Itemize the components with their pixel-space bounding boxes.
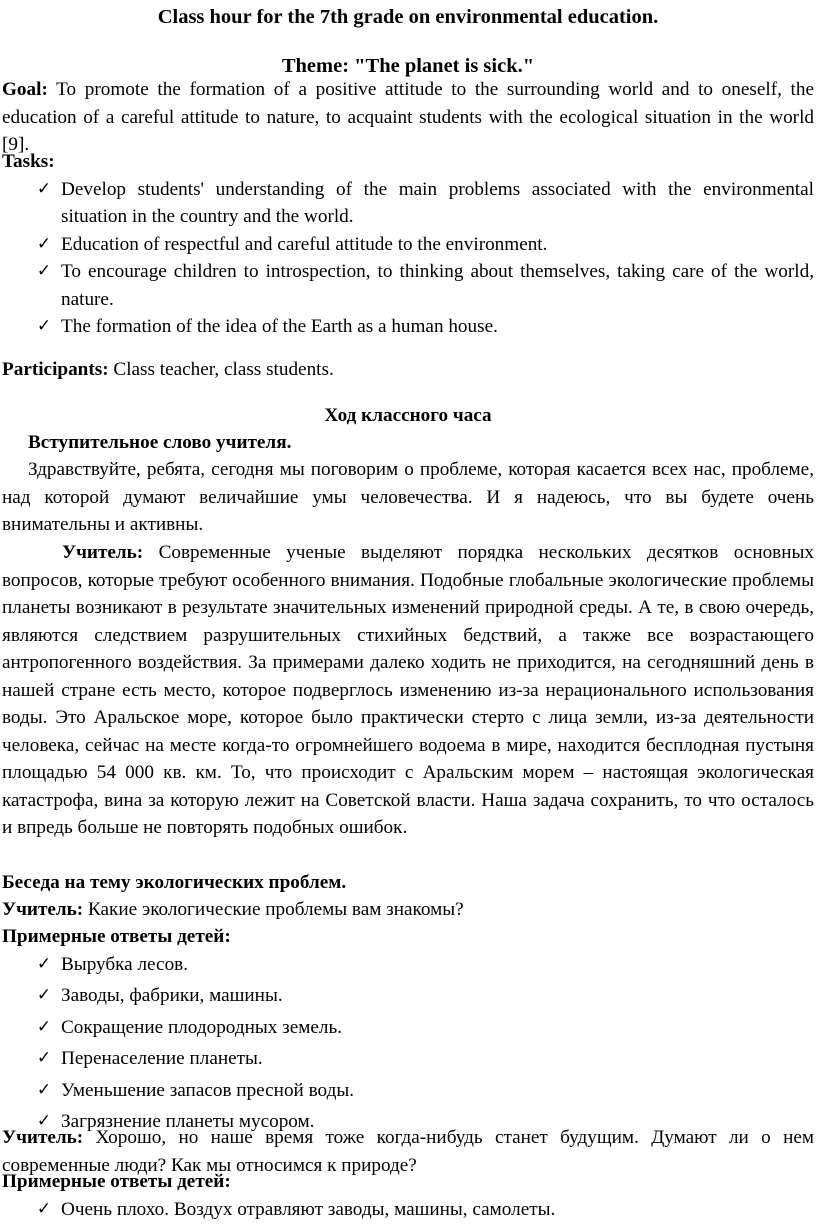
- intro-paragraph: [2, 456, 814, 539]
- checkmark-icon: ✓: [36, 316, 52, 336]
- question-2-text: Хорошо, но наше время тоже когда-нибудь станет будущим. Думают ли о нем современные люди? Как мы относимся к природе?: [2, 1127, 814, 1176]
- list-item: [2, 176, 814, 231]
- checkmark-icon: ✓: [36, 1016, 52, 1037]
- answer-text: Загрязнение планеты мусором.: [61, 1111, 315, 1132]
- answer-text: Перенаселение планеты.: [61, 1048, 263, 1069]
- question-1-label: Учитель:: [2, 899, 84, 920]
- tasks-label: Tasks:: [2, 151, 55, 172]
- discussion-heading: [2, 869, 814, 897]
- list-item: [2, 313, 814, 341]
- answer-text: Сокращение плодородных земель.: [61, 1016, 343, 1038]
- question-1-text: Какие экологические проблемы вам знакомы?: [83, 899, 464, 920]
- tasks-list: [2, 176, 814, 341]
- teacher-label: Учитель:: [62, 542, 144, 563]
- task-text: Education of respectful and careful attitude to the environment.: [61, 233, 548, 255]
- checkmark-icon: ✓: [36, 178, 52, 199]
- question-1: [2, 896, 814, 924]
- checkmark-icon: ✓: [36, 1048, 52, 1068]
- task-text: To encourage children to introspection, to thinking about themselves, taking care of the world, nature.: [61, 261, 814, 310]
- checkmark-icon: ✓: [36, 985, 52, 1005]
- checkmark-icon: ✓: [36, 1111, 52, 1131]
- answers-2-label: Примерные ответы детей:: [2, 1171, 231, 1192]
- checkmark-icon: ✓: [36, 953, 52, 974]
- list-item: [2, 982, 814, 1010]
- answers-2-section: [2, 1168, 814, 1227]
- list-item: [2, 1014, 814, 1042]
- list-item: [2, 258, 814, 313]
- answers-1-label: Примерные ответы детей:: [2, 926, 231, 947]
- answer-text: Очень плохо. Воздух отравляют заводы, машины, самолеты.: [61, 1198, 556, 1220]
- teacher-text: Современные ученые выделяют порядка нескольких десятков основных вопросов, которые требуют особенного внимания. Подобные глобальные экологические проблемы планеты возникают в результате значительных изменений природной среды. А те, в свою очередь, являются следствием разрушительных стихийных бедствий, а также все возрастающего антропогенного воздействия. За примерами далеко ходить не приходится, на сегодняшний день в нашей стране есть место, которое подверглось изменению из-за нерационального использования воды. Это Аральское море, которое было практически стерто с лица земли, из-за деятельности человека, сейчас на месте когда-то огромнейшего водоема в мире, находится бесплодная пустыня площадью 54 000 кв. км. То, что происходит с Аральским морем – настоящая экологическая катастрофа, вина за которую лежит на Советской власти. Наша задача сохранить, то что осталось и впредь больше не повторять подобных ошибок.: [2, 542, 814, 838]
- list-item: [2, 1045, 814, 1073]
- teacher-paragraph: [2, 539, 814, 842]
- goal-paragraph: [2, 76, 814, 159]
- participants-text: Class teacher, class students.: [108, 359, 334, 380]
- participants-paragraph: [2, 356, 814, 384]
- goal-label: Goal:: [2, 79, 48, 100]
- tasks-section: [2, 148, 814, 341]
- answer-text: Заводы, фабрики, машины.: [61, 985, 283, 1006]
- discussion-heading-text: Беседа на тему экологических проблем.: [2, 872, 347, 893]
- intro-heading: [28, 429, 814, 457]
- checkmark-icon: ✓: [36, 1198, 52, 1219]
- list-item: [2, 1077, 814, 1105]
- participants-label: Participants:: [2, 359, 109, 380]
- task-text: Develop students' understanding of the main problems associated with the environmental situation in the country and the world.: [61, 178, 814, 227]
- intro-heading-text: Вступительное слово учителя.: [28, 432, 292, 453]
- question-2-label: Учитель:: [2, 1127, 84, 1148]
- list-item: [2, 1196, 814, 1224]
- document-title: [2, 4, 814, 32]
- checkmark-icon: ✓: [36, 233, 52, 254]
- list-item: [2, 951, 814, 979]
- checkmark-icon: ✓: [36, 261, 52, 281]
- goal-text: To promote the formation of a positive attitude to the surrounding world and to oneself, the education of a careful attitude to nature, to acquaint students with the ecological situation in the world [9].: [2, 79, 814, 155]
- checkmark-icon: ✓: [36, 1079, 52, 1100]
- theme-text: Theme: "The planet is sick.": [281, 55, 535, 77]
- answers-2-list: [2, 1196, 814, 1224]
- answer-text: Вырубка лесов.: [61, 953, 189, 975]
- answers-1-section: [2, 923, 814, 1140]
- answer-text: Уменьшение запасов пресной воды.: [61, 1079, 355, 1101]
- task-text: The formation of the idea of the Earth as a human house.: [61, 316, 498, 337]
- lesson-heading: [2, 402, 814, 430]
- title-text: Class hour for the 7th grade on environmental education.: [157, 6, 659, 28]
- intro-text: Здравствуйте, ребята, сегодня мы поговорим о проблеме, которая касается всех нас, проблеме, над которой думают величайшие умы человечества. И я надеюсь, что вы будете очень внимательны и активны.: [2, 459, 814, 535]
- answers-1-list: [2, 951, 814, 1136]
- lesson-heading-text: Ход классного часа: [324, 405, 492, 426]
- list-item: [2, 231, 814, 259]
